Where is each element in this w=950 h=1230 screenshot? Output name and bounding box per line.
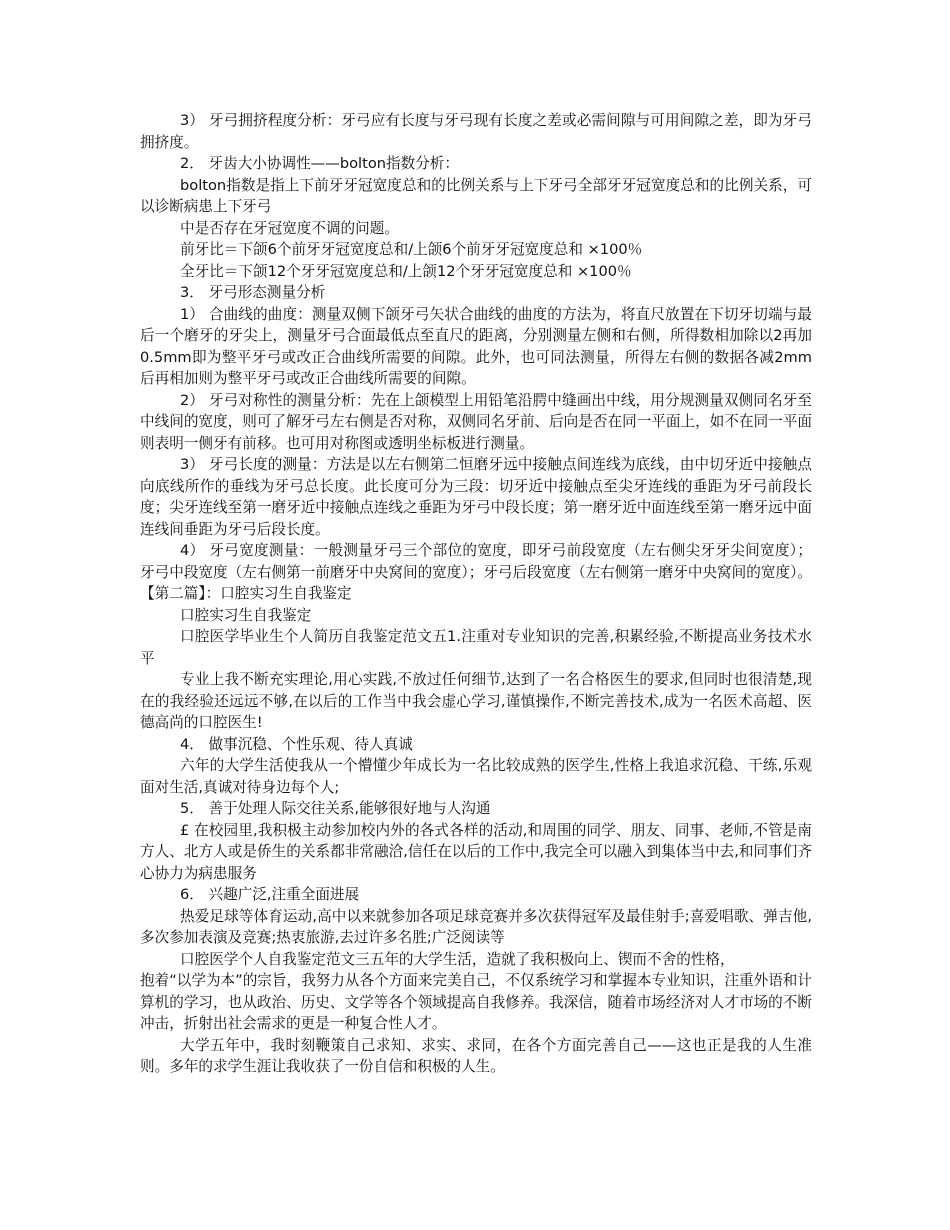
section-heading: 3． 牙弓形态测量分析 — [180, 284, 326, 301]
paragraph: 口腔医学个人自我鉴定范文三五年的大学生活，造就了我积极向上、锲而不舍的性格， — [180, 950, 735, 968]
paragraph: 大学五年中，我时刻鞭策自己求知、求实、求同，在各个方面完善自己——这也正是我的人生准则。多年的求学生涯让我收获了一份自信和积极的人生。 — [140, 1036, 812, 1075]
paragraph: 专业上我不断充实理论,用心实践,不放过任何细节,达到了一名合格医生的要求,但同时也很清楚,现在的我经验还远远不够,在以后的工作当中我会虚心学习,谨慎操作,不断完善技术,成为一名医术高超、医德高尚的口腔医生! — [140, 671, 812, 731]
section-heading: 6． 兴趣广泛,注重全面进展 — [180, 886, 360, 903]
section-heading: 口腔实习生自我鉴定 — [180, 606, 312, 624]
paragraph: 六年的大学生活使我从一个懵懂少年成长为一名比较成熟的医学生,性格上我追求沉稳、干练,乐观面对生活,真诚对待身边每个人; — [140, 757, 812, 796]
section-heading: 4． 做事沉稳、个性乐观、待人真诚 — [180, 735, 413, 753]
section-heading: 5． 善于处理人际交往关系,能够很好地与人沟通 — [180, 800, 491, 817]
section-heading: 2． 牙齿大小协调性——bolton指数分析： — [180, 155, 459, 172]
paragraph: 3） 牙弓长度的测量：方法是以左右侧第二恒磨牙远中接触点间连线为底线，由中切牙近中接触点向底线所作的垂线为牙弓总长度。此长度可分为三段：切牙近中接触点至尖牙连线的垂距为牙弓前段长度；尖牙连线至第一磨牙近中接触点连线之垂距为牙弓中段长度；第一磨牙近中面连线至第一磨牙远中面连线间垂距为牙弓后段长度。 — [140, 456, 812, 538]
paragraph: 3） 牙弓拥挤程度分析：牙弓应有长度与牙弓现有长度之差或必需间隙与可用间隙之差，即为牙弓拥挤度。 — [140, 112, 812, 151]
formula-line: 全牙比＝下颌12个牙牙冠宽度总和/上颌12个牙牙冠宽度总和 ×100％ — [180, 262, 632, 280]
paragraph: 4） 牙弓宽度测量：一般测量牙弓三个部位的宽度，即牙弓前段宽度（左右侧尖牙牙尖间宽度）；牙弓中段宽度（左右侧第一前磨牙中央窝间的宽度）；牙弓后段宽度（左右侧第一磨牙中央窝间的宽度）。【第二篇】：口腔实习生自我鉴定 — [140, 542, 812, 602]
paragraph: 中是否存在牙冠宽度不调的问题。 — [180, 219, 399, 237]
paragraph: 抱着“以学为本”的宗旨，我努力从各个方面来完美自己，不仅系统学习和掌握本专业知识，注重外语和计算机的学习，也从政治、历史、文学等各个领域提高自我修养。我深信，随着市场经济对人才市场的不断冲击，折射出社会需求的更是一种复合性人才。 — [140, 972, 812, 1032]
paragraph: 口腔医学毕业生个人简历自我鉴定范文五1.注重对专业知识的完善,积累经验,不断提高业务技术水平 — [140, 628, 812, 667]
paragraph: bolton指数是指上下前牙牙冠宽度总和的比例关系与上下牙弓全部牙牙冠宽度总和的比例关系，可以诊断病患上下牙弓 — [140, 176, 812, 215]
formula-line: 前牙比＝下颌6个前牙牙冠宽度总和/上颌6个前牙牙冠宽度总和 ×100％ — [180, 241, 643, 258]
paragraph: 热爱足球等体育运动,高中以来就参加各项足球竞赛并多次获得冠军及最佳射手;喜爱唱歌、弹吉他,多次参加表演及竞赛;热衷旅游,去过许多名胜;广泛阅读等 — [140, 907, 812, 946]
paragraph: 2） 牙弓对称性的测量分析：先在上颌模型上用铅笔沿腭中缝画出中线，用分规测量双侧同名牙至中线间的宽度，则可了解牙弓左右侧是否对称，双侧同名牙前、后向是否在同一平面上，如不在同一平面则表明一侧牙有前移。也可用对称图或透明坐标板进行测量。 — [140, 391, 812, 452]
paragraph: £ 在校园里,我积极主动参加校内外的各式各样的活动,和周围的同学、朋友、同事、老师,不管是南方人、北方人或是侨生的关系都非常融洽,信任在以后的工作中,我完全可以融入到集体当中去,和同事们齐心协力为病患服务 — [140, 821, 812, 882]
document-body — [140, 110, 812, 1078]
paragraph: 1） 合曲线的曲度：测量双侧下颌牙弓矢状合曲线的曲度的方法为，将直尺放置在下切牙切端与最后一个磨牙的牙尖上，测量牙弓合面最低点至直尺的距离，分别测量左侧和右侧，所得数相加除以2再加0.5mm即为整平牙弓或改正合曲线所需要的间隙。此外，也可同法测量，所得左右侧的数据各减2mm后再相加则为整平牙弓或改正合曲线所需要的间隙。 — [140, 305, 812, 387]
